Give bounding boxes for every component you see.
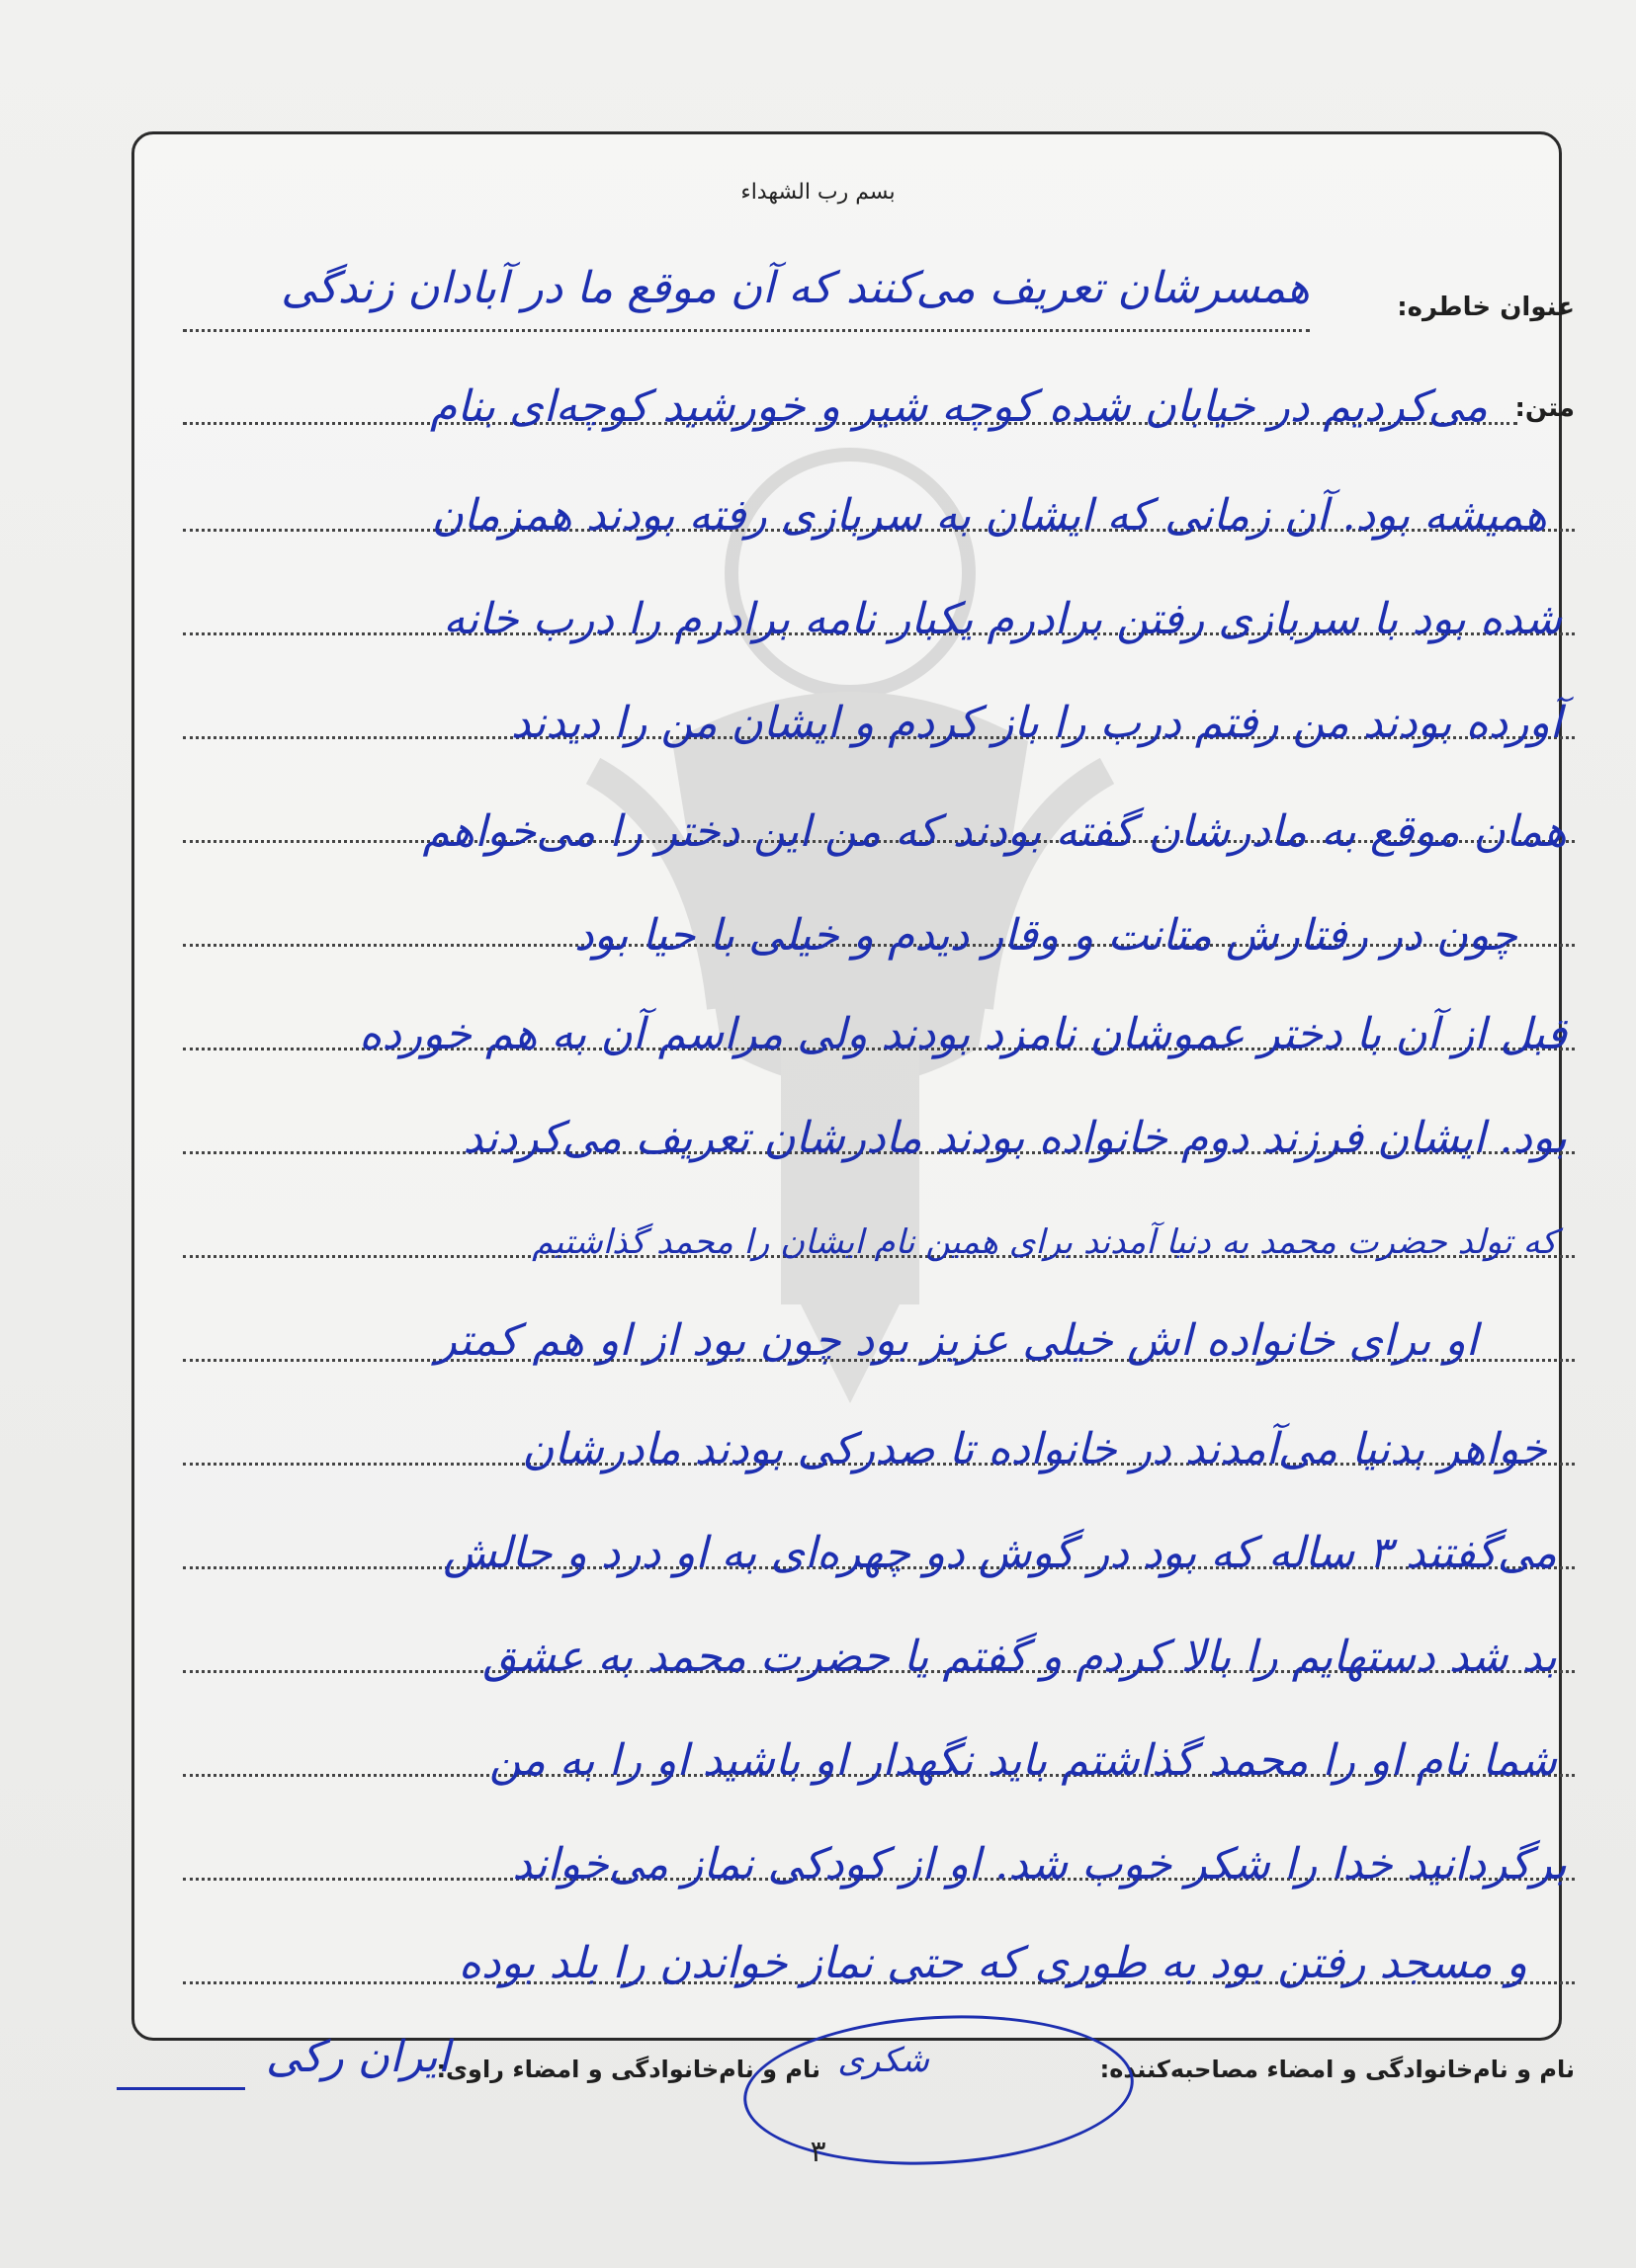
memory-title-label: عنوان خاطره: [1397,293,1575,322]
handwritten-line-2: همیشه بود. آن زمانی که ایشان به سربازی رفته بودند همزمان [431,490,1547,541]
handwritten-line-14: شما نام او را محمد گذاشتم باید نگهدار او باشید او را به من [488,1735,1557,1786]
handwritten-line-10: او برای خانواده اش خیلی عزیز بود چون بود از او هم کمتر [435,1315,1478,1366]
handwritten-line-9: که تولد حضرت محمد به دنیا آمدند برای همین نام ایشان را محمد گذاشتیم [532,1222,1557,1262]
interviewer-signature-label: نام و نام‌خانوادگی و امضاء مصاحبه‌کننده: [1099,2056,1575,2083]
handwritten-memory-title: همسرشان تعریف می‌کنند که آن موقع ما در آبادان زندگی [281,263,1310,313]
handwritten-line-11: خواهر بدنیا می‌آمدند در خانواده تا صدرکی بودند مادرشان [522,1424,1547,1474]
page-number: ۳ [810,2135,826,2169]
handwritten-line-4: آورده بودند من رفتم درب را باز کردم و ایشان من را دیدند [510,698,1562,748]
memory-text-label: متن: [1514,393,1575,423]
handwritten-line-16: و مسجد رفتن بود به طوری که حتی نماز خواندن را بلد بوده [458,1938,1527,1988]
handwritten-line-7: قبل از آن با دختر عموشان نامزد بودند ولی مراسم آن به هم خورده [359,1009,1567,1059]
narrator-signature-label: نام و نام‌خانوادگی و امضاء راوی: [436,2056,820,2083]
handwritten-line-13: بد شد دستهایم را بالا کردم و گفتم یا حضرت محمد به عشق [482,1632,1557,1682]
narrator-signature-underline [117,2087,245,2090]
handwritten-line-3: شده بود با سربازی رفتن برادرم یکبار نامه برادرم را درب خانه [443,594,1562,644]
interviewer-signature: شکری [837,2041,929,2080]
form-header: بسم رب الشهداء [740,180,896,205]
handwritten-line-1: می‌کردیم در خیابان شده کوچه شیر و خورشید کوچه‌ای بنام [429,381,1488,432]
handwritten-line-15: برگردانید خدا را شکر خوب شد. او از کودکی نماز می‌خواند [512,1839,1567,1890]
handwritten-line-8: بود. ایشان فرزند دوم خانواده بودند مادرشان تعریف می‌کردند [463,1113,1567,1163]
narrator-signature: ایران رکی [265,2032,450,2082]
handwritten-line-12: می‌گفتند ۳ ساله که بود در گوش دو چهره‌ای به او درد و حالش [443,1528,1557,1578]
title-dotted-line [183,329,1310,332]
handwritten-line-5: همان موقع به مادرشان گفته بودند که من این دختر را می‌خواهم [422,806,1567,857]
handwritten-line-6: چون در رفتارش متانت و وقار دیدم و خیلی با حیا بود [574,910,1517,961]
